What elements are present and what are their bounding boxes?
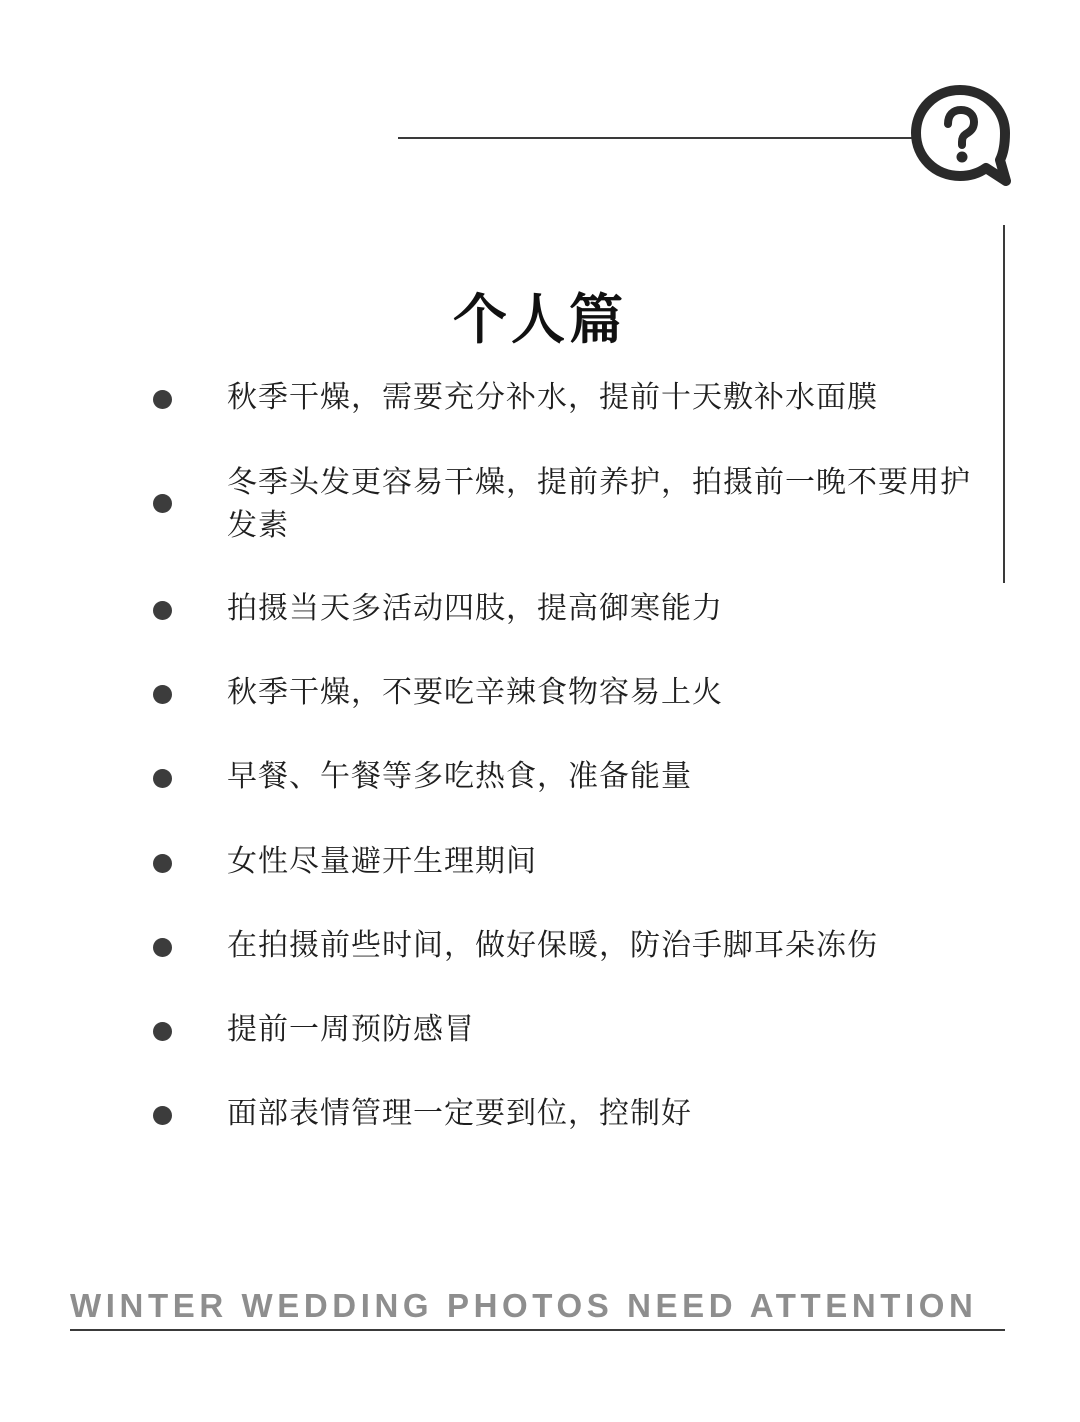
question-bubble-icon [906, 80, 1014, 188]
bullet-icon [153, 938, 172, 957]
tip-text: 面部表情管理一定要到位，控制好 [227, 1096, 692, 1131]
right-vertical-rule [1003, 225, 1005, 583]
footer-caption: WINTER WEDDING PHOTOS NEED ATTENTION [70, 1287, 978, 1324]
bullet-icon [153, 390, 172, 409]
bullet-icon [153, 494, 172, 513]
tip-text: 秋季干燥，不要吃辛辣食物容易上火 [227, 675, 723, 710]
tip-text: 冬季头发更容易干燥，提前养护，拍摄前一晚不要用护发素 [227, 465, 971, 543]
tip-text: 在拍摄前些时间，做好保暖，防治手脚耳朵冻伤 [227, 928, 878, 963]
bullet-icon [153, 601, 172, 620]
footer-divider [70, 1329, 1005, 1331]
tip-text: 早餐、午餐等多吃热食，准备能量 [227, 759, 692, 794]
tip-text: 秋季干燥，需要充分补水，提前十天敷补水面膜 [227, 380, 878, 415]
page-title: 个人篇 [453, 288, 627, 352]
bullet-icon [153, 685, 172, 704]
bullet-icon [153, 1106, 172, 1125]
tip-text: 提前一周预防感冒 [227, 1012, 475, 1047]
tip-text: 女性尽量避开生理期间 [227, 844, 537, 879]
bullet-icon [153, 769, 172, 788]
header-divider [398, 137, 928, 139]
tip-text: 拍摄当天多活动四肢，提高御寒能力 [227, 591, 723, 626]
bullet-icon [153, 1022, 172, 1041]
bullet-icon [153, 854, 172, 873]
